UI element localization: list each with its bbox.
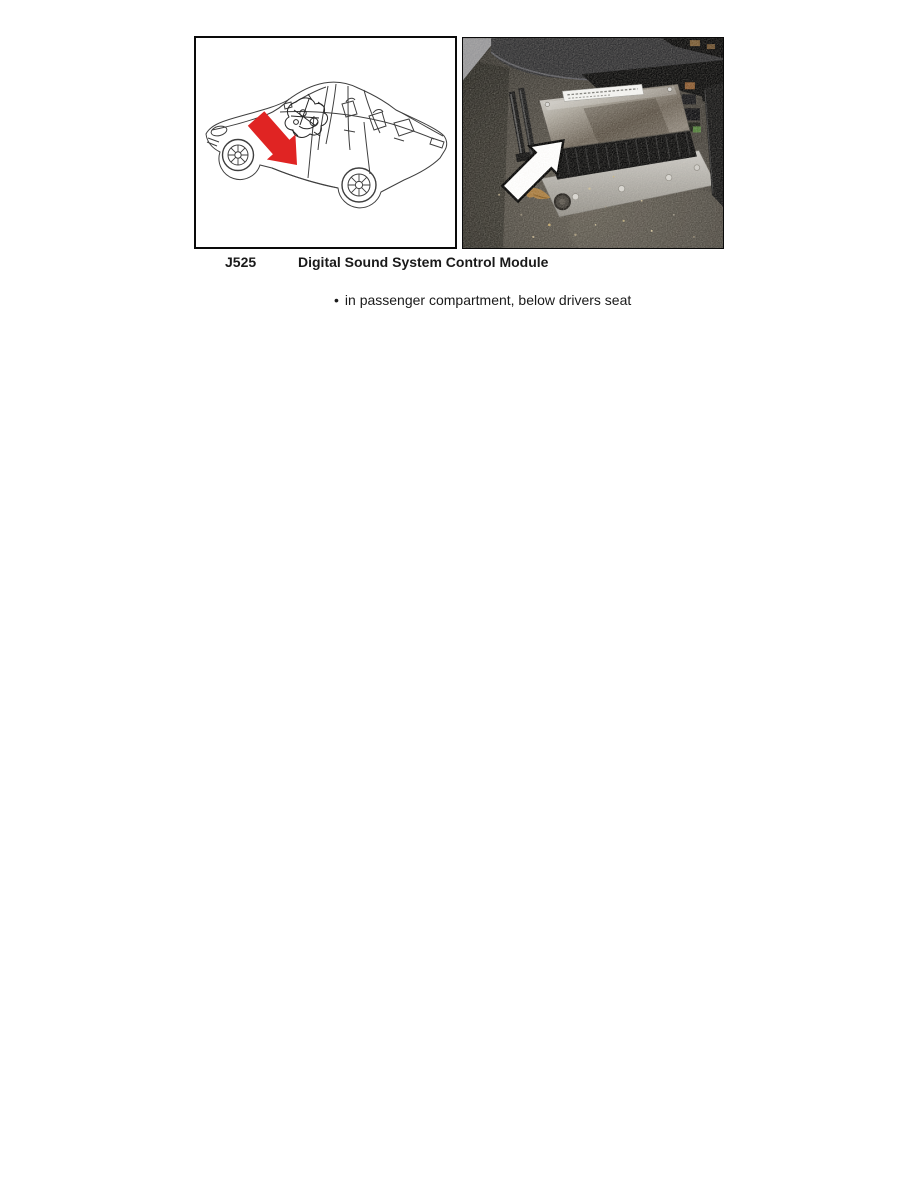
module-photo-graphic <box>463 38 723 248</box>
component-title: Digital Sound System Control Module <box>298 254 549 270</box>
location-bullet <box>334 292 631 308</box>
front-wheel <box>223 140 254 171</box>
photo-grain <box>463 38 723 248</box>
rear-wheel <box>342 168 376 202</box>
bullet-text: in passenger compartment, below drivers seat <box>344 292 632 308</box>
car-body-lines <box>206 82 447 208</box>
car-wireframe-drawing <box>196 38 455 247</box>
bullet-marker: • <box>334 292 339 308</box>
car-location-diagram <box>194 36 457 249</box>
engine-sketch <box>285 94 327 137</box>
component-code: J525 <box>225 254 257 270</box>
module-photo <box>462 37 724 249</box>
red-location-arrow-icon <box>248 111 297 165</box>
